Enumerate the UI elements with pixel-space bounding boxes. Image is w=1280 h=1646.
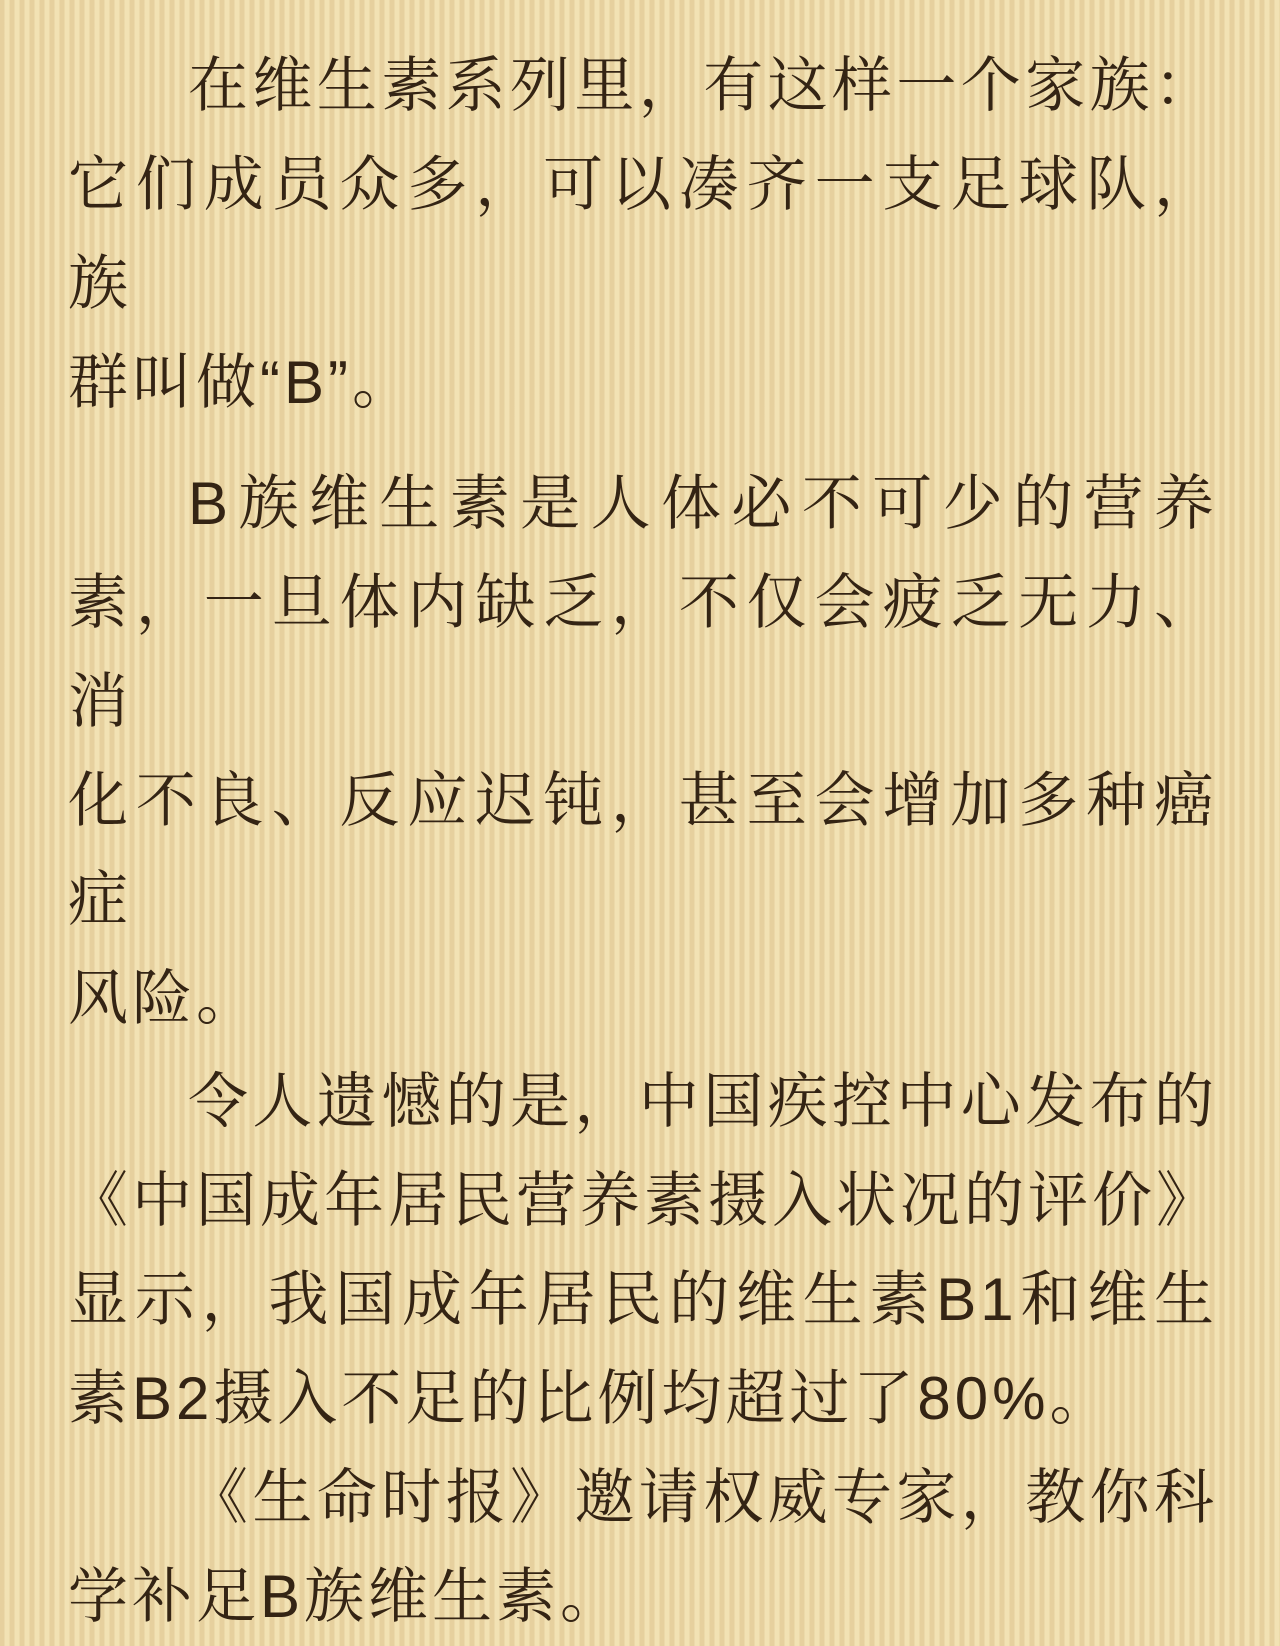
text-line: 令人遗憾的是，中国疾控中心发布的: [188, 1068, 1218, 1135]
paragraph: [68, 1052, 1218, 1448]
text-line: 在维生素系列里，有这样一个家族：: [188, 52, 1218, 119]
text-line: 它们成员众多，可以凑齐一支足球队，族: [68, 151, 1218, 317]
text-line: 素，一旦体内缺乏，不仅会疲乏无力、消: [68, 569, 1218, 735]
paragraph: [68, 1448, 1218, 1646]
article-body: [68, 36, 1218, 1646]
text-line: 学补足B族维生素。: [68, 1563, 625, 1630]
text-line: 化不良、反应迟钝，甚至会增加多种癌症: [68, 767, 1218, 933]
text-line: 风险。: [68, 965, 260, 1032]
text-line: 显示，我国成年居民的维生素B1和维生: [68, 1266, 1218, 1333]
text-line: 《中国成年居民营养素摄入状况的评价》: [68, 1167, 1220, 1234]
text-line: 《生命时报》邀请权威专家，教你科: [188, 1464, 1218, 1531]
text-line: 群叫做“B”。: [68, 349, 416, 416]
text-line: 素B2摄入不足的比例均超过了80%。: [68, 1365, 1114, 1432]
paragraph: [68, 454, 1218, 1048]
text-line: B族维生素是人体必不可少的营养: [188, 470, 1218, 537]
paragraph: [68, 36, 1218, 432]
